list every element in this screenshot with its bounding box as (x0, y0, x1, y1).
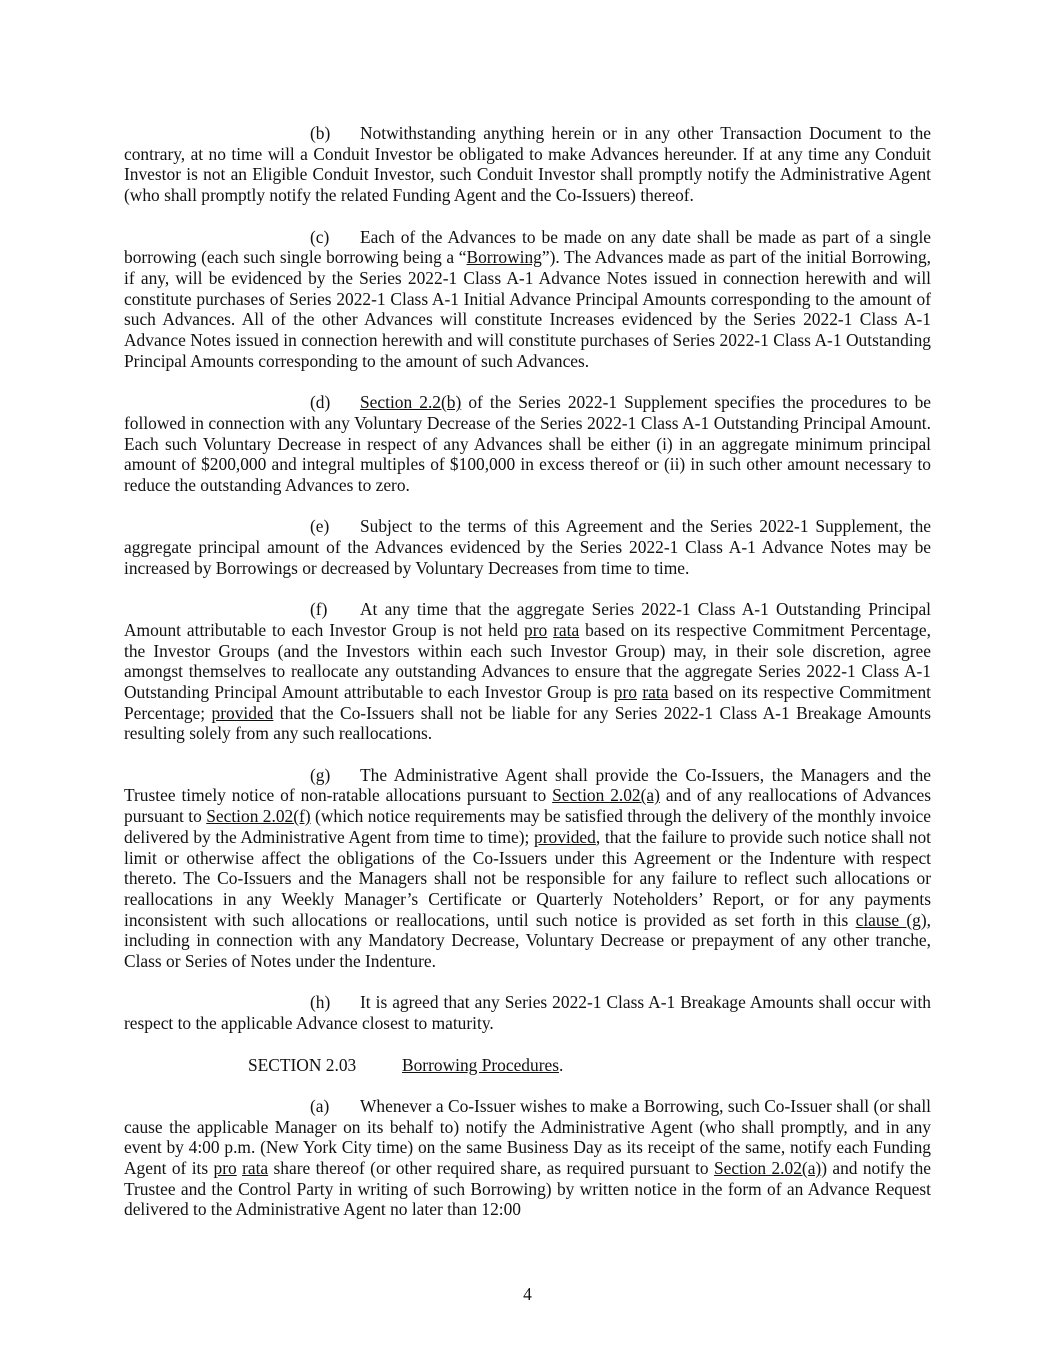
paragraph-label: (a) (310, 1095, 330, 1116)
paragraph-h: (h) It is agreed that any Series 2022-1 Class A-1 Breakage Amounts shall occur with respect to the applicable Advance closest to maturity. (124, 992, 931, 1034)
underlined-term: rata (242, 1158, 269, 1179)
paragraph-c: (c) Each of the Advances to be made on any date shall be made as part of a single borrowing (each such single borrowing being a “Borrowing”). The Advances made as part of the initial Borrowing, if any, will be evidenced by the Series 2022-1 Class A-1 Advance Notes issued in connection herewith and will constitute purchases of Series 2022-1 Class A-1 Initial Advance Principal Amounts corresponding to the amount of such Advances. All of the other Advances will constitute Increases evidenced by the Series 2022-1 Class A-1 Advance Notes issued in connection herewith and will constitute purchases of Series 2022-1 Class A-1 Outstanding Principal Amounts corresponding to the amount of such Advances. (124, 226, 932, 371)
section-number: SECTION 2.03 (248, 1054, 357, 1075)
paragraph-label: (d) (310, 392, 331, 413)
paragraph-d: (d) Section 2.2(b) of the Series 2022-1 Supplement specifies the procedures to be followed in connection with any Voluntary Decrease of the Series 2022-1 Class A-1 Outstanding Principal Amount. Each such Voluntary Decrease in respect of any Advances shall be either (i) in an aggregate minimum principal amount of $200,000 and integral multiples of $100,000 in excess thereof or (ii) in such other amount necessary to reduce the outstanding Advances to zero. (124, 392, 931, 495)
paragraph-f: (f) At any time that the aggregate Series 2022-1 Class A-1 Outstanding Principal Amount attributable to each Investor Group is not held pro rata based on its respective Commitment Percentage, the Investor Groups (and the Investors within each such Investor Group) may, in their sole discretion, agree amongst themselves to reallocate any outstanding Advances to ensure that the aggregate Series 2022-1 Class A-1 Outstanding Principal Amount attributable to each Investor Group is pro rata based on its respective Commitment Percentage; provided that the Co-Issuers shall not be liable for any Series 2022-1 Class A-1 Breakage Amounts resulting solely from any such reallocations. (124, 599, 932, 744)
underlined-term: pro (213, 1158, 237, 1179)
underlined-term: rata (642, 681, 669, 702)
page-number: 4 (523, 1284, 532, 1304)
paragraph-label: (e) (310, 516, 330, 537)
cross-reference: clause (g) (855, 909, 927, 930)
paragraph-g: (g) The Administrative Agent shall provide the Co-Issuers, the Managers and the Trustee timely notice of non-ratable allocations pursuant to Section 2.02(a) and of any reallocations of Advances pursuant to Section 2.02(f) (which notice requirements may be satisfied through the delivery of the monthly invoice delivered by the Administrative Agent from time to time); provided, that the failure to provide such notice shall not limit or otherwise affect the obligations of the Co-Issuers under this Agreement or the Indenture with respect thereto. The Co-Issuers and the Managers shall not be responsible for any failure to reflect such allocations or reallocations in any Weekly Manager’s Certificate or Quarterly Noteholders’ Report, or for any payments inconsistent with such allocations or reallocations, until such notice is provided as set forth in this clause (g), including in connection with any Mandatory Decrease, Voluntary Decrease or prepayment of any other tranche, Class or Series of Notes under the Indenture. (124, 764, 932, 972)
paragraph-b: (b) Notwithstanding anything herein or in any other Transaction Document to the contrary, at no time will a Conduit Investor be obligated to make Advances hereunder. If at any time any Conduit Investor is not an Eligible Conduit Investor, such Conduit Investor shall promptly notify the Administrative Agent (who shall promptly notify the related Funding Agent and the Co-Issuers) thereof. (124, 123, 931, 206)
cross-reference: Section 2.02(a) (552, 785, 660, 806)
section-heading: SECTION 2.03 Borrowing Procedures. (248, 1054, 564, 1075)
paragraph-label: (c) (310, 226, 330, 247)
paragraph-label: (h) (310, 992, 331, 1013)
document-page (124, 123, 931, 1241)
paragraph-203-a: (a) Whenever a Co-Issuer wishes to make a Borrowing, such Co-Issuer shall (or shall cause the applicable Manager on its behalf to) notify the Administrative Agent (who shall promptly, and in any event by 4:00 p.m. (New York City time) on the same Business Day as its receipt of the same, notify each Funding Agent of its pro rata share thereof (or other required share, as required pursuant to Section 2.02(a)) and notify the Trustee and the Control Party in writing of such Borrowing) by written notice in the form of an Advance Request delivered to the Administrative Agent no later than 12:00 (124, 1095, 931, 1220)
paragraph-e: (e) Subject to the terms of this Agreement and the Series 2022-1 Supplement, the aggregate principal amount of the Advances evidenced by the Series 2022-1 Class A-1 Advance Notes may be increased by Borrowings or decreased by Voluntary Decreases from time to time. (124, 516, 931, 578)
underlined-term: provided (534, 826, 596, 847)
paragraph-label: (g) (310, 764, 331, 785)
paragraph-label: (b) (310, 123, 331, 143)
paragraph-label: (f) (310, 599, 328, 620)
underlined-term: pro (524, 619, 548, 640)
cross-reference: Section 2.02(f) (206, 806, 311, 827)
defined-term-borrowing: Borrowing (466, 247, 542, 268)
cross-reference: Section 2.2(b) (360, 392, 462, 413)
cross-reference: Section 2.02(a) (713, 1158, 822, 1179)
section-title: Borrowing Procedures (402, 1054, 559, 1075)
underlined-term: pro (613, 681, 637, 702)
underlined-term: rata (553, 619, 580, 640)
underlined-term: provided (211, 702, 274, 723)
